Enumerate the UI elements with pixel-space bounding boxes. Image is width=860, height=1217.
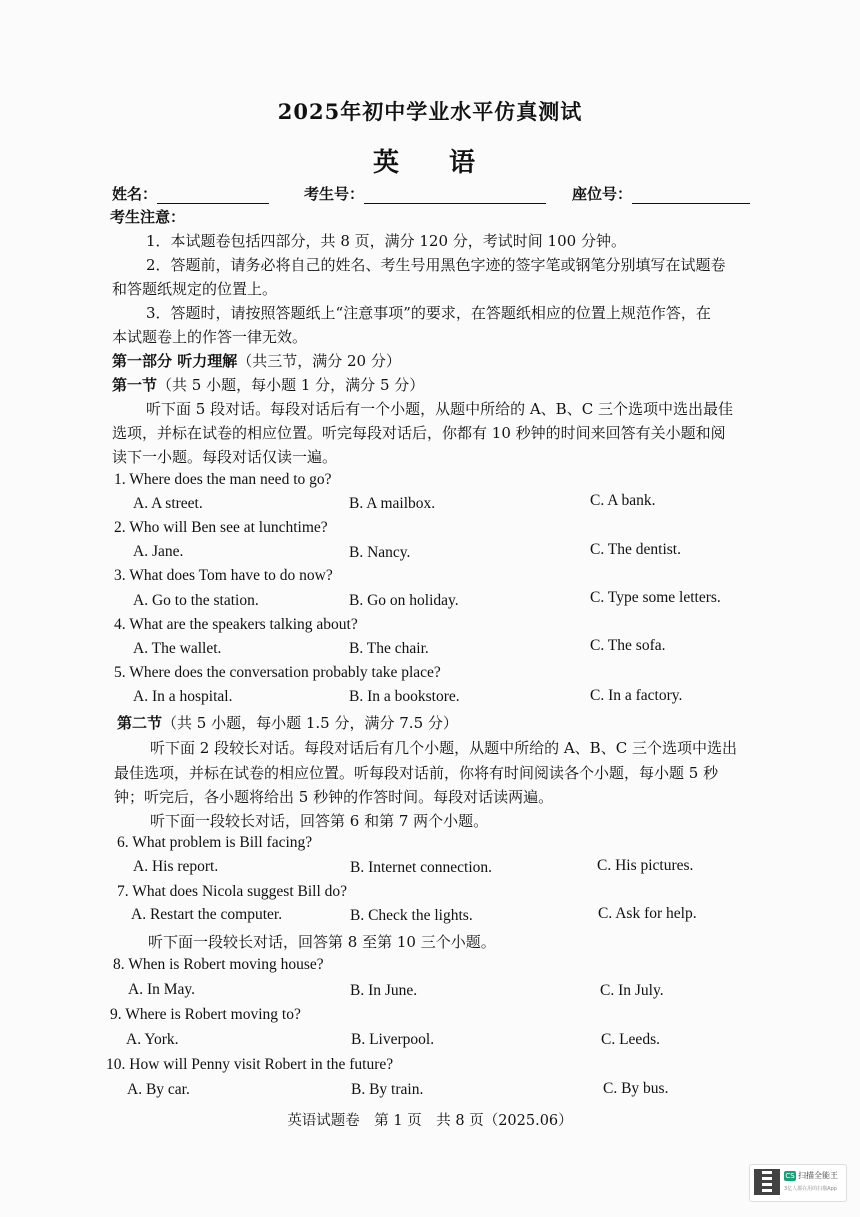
option-c: C. A bank. xyxy=(590,492,656,509)
notice-item-3-line1: 3．答题时，请按照答题纸上“注意事项”的要求，在答题纸相应的位置上规范作答，在 xyxy=(146,304,711,322)
option-c: C. The sofa. xyxy=(590,637,666,654)
section2-instructions-line2: 最佳选项，并标在试卷的相应位置。听每段对话前，你将有时间阅读各个小题，每小题 5 秒 xyxy=(114,764,719,782)
option-c: C. His pictures. xyxy=(597,857,694,874)
option-b: B. Check the lights. xyxy=(350,907,473,924)
section2-heading-title: 第二节 xyxy=(117,714,163,732)
section2-heading-detail: （共 5 小题，每小题 1.5 分，满分 7.5 分） xyxy=(162,714,458,732)
section1-instructions-line3: 读下一小题。每段对话仅读一遍。 xyxy=(112,448,338,466)
seat-field xyxy=(572,183,750,204)
section1-heading-detail: （共 5 小题，每小题 1 分，满分 5 分） xyxy=(157,376,425,394)
section1-instructions-line1: 听下面 5 段对话。每段对话后有一个小题，从题中所给的 A、B、C 三个选项中选出最佳 xyxy=(146,400,733,418)
option-a: A. Go to the station. xyxy=(133,592,259,609)
part1-heading-title: 第一部分 听力理解 xyxy=(112,352,238,370)
qr-code-icon xyxy=(754,1169,780,1195)
option-a: A. In a hospital. xyxy=(133,688,233,705)
notice-item-2-line2: 和答题纸规定的位置上。 xyxy=(112,280,278,298)
option-b: B. Liverpool. xyxy=(351,1031,435,1048)
camscanner-logo-icon: CS xyxy=(785,1172,795,1180)
name-blank xyxy=(157,189,269,204)
notice-heading: 考生注意： xyxy=(110,208,186,226)
option-c: C. By bus. xyxy=(603,1080,669,1097)
section2-heading xyxy=(117,712,458,733)
option-b: B. A mailbox. xyxy=(349,495,436,512)
option-c: C. The dentist. xyxy=(590,541,681,558)
section2-dialogue1-instruction: 听下面一段较长对话，回答第 6 和第 7 两个小题。 xyxy=(150,812,489,830)
scanner-watermark xyxy=(749,1164,847,1202)
question-4: 4. What are the speakers talking about? xyxy=(114,616,358,633)
name-field xyxy=(112,183,269,204)
section1-instructions-line2: 选项，并标在试卷的相应位置。听完每段对话后，你都有 10 秒钟的时间来回答有关小题和阅 xyxy=(112,424,726,442)
option-a: A. His report. xyxy=(133,858,219,875)
option-a: A. York. xyxy=(126,1031,179,1048)
option-c: C. Ask for help. xyxy=(598,905,697,922)
question-6: 6. What problem is Bill facing? xyxy=(117,834,313,851)
notice-item-3-line2: 本试题卷上的作答一律无效。 xyxy=(112,328,308,346)
exam-no-blank xyxy=(364,189,546,204)
question-10: 10. How will Penny visit Robert in the future? xyxy=(106,1056,394,1073)
section2-instructions-line3: 钟；听完后，各小题将给出 5 秒钟的作答时间。每段对话读两遍。 xyxy=(114,788,554,806)
option-c: C. In a factory. xyxy=(590,687,683,704)
page-footer: 英语试题卷 第 1 页 共 8 页（2025.06） xyxy=(287,1113,573,1129)
name-label: 姓名： xyxy=(112,185,158,203)
question-2: 2. Who will Ben see at lunchtime? xyxy=(114,519,328,536)
scanner-app-name: 扫描全能王 xyxy=(798,1171,838,1180)
subject-title: 英 语 xyxy=(372,148,487,178)
option-b: B. In June. xyxy=(350,982,418,999)
exam-no-label: 考生号： xyxy=(304,185,365,203)
option-a: A. Restart the computer. xyxy=(131,906,283,923)
option-a: A. By car. xyxy=(127,1081,190,1098)
option-a: A. In May. xyxy=(128,981,196,998)
question-9: 9. Where is Robert moving to? xyxy=(110,1006,301,1023)
option-b: B. By train. xyxy=(351,1081,424,1098)
part1-heading xyxy=(112,350,401,371)
exam-no-field xyxy=(304,183,546,204)
option-a: A. A street. xyxy=(133,495,203,512)
question-8: 8. When is Robert moving house? xyxy=(113,956,324,973)
section2-instructions-line1: 听下面 2 段较长对话。每段对话后有几个小题，从题中所给的 A、B、C 三个选项中选出 xyxy=(150,739,737,757)
option-b: B. Nancy. xyxy=(349,544,411,561)
section2-dialogue2-instruction: 听下面一段较长对话，回答第 8 至第 10 三个小题。 xyxy=(148,933,496,951)
option-b: B. Go on holiday. xyxy=(349,592,459,609)
seat-label: 座位号： xyxy=(572,185,633,203)
question-3: 3. What does Tom have to do now? xyxy=(114,567,333,584)
option-b: B. Internet connection. xyxy=(350,859,493,876)
option-b: B. The chair. xyxy=(349,640,429,657)
question-5: 5. Where does the conversation probably take place? xyxy=(114,664,441,681)
option-c: C. Leeds. xyxy=(601,1031,660,1048)
notice-item-2-line1: 2．答题前，请务必将自己的姓名、考生号用黑色字迹的签字笔或钢笔分别填写在试题卷 xyxy=(146,256,726,274)
notice-item-1: 1．本试题卷包括四部分，共 8 页，满分 120 分，考试时间 100 分钟。 xyxy=(146,232,626,250)
section1-heading xyxy=(112,374,424,395)
part1-heading-detail: （共三节，满分 20 分） xyxy=(237,352,401,370)
exam-title: 2025年初中学业水平仿真测试 xyxy=(277,99,583,124)
option-c: C. Type some letters. xyxy=(590,589,721,606)
section1-heading-title: 第一节 xyxy=(112,376,158,394)
option-c: C. In July. xyxy=(600,982,664,999)
scanner-tagline: 3亿人都在用的扫描App xyxy=(784,1186,837,1192)
option-a: A. The wallet. xyxy=(133,640,222,657)
question-7: 7. What does Nicola suggest Bill do? xyxy=(117,883,348,900)
seat-blank xyxy=(632,189,750,204)
option-a: A. Jane. xyxy=(133,543,184,560)
question-1: 1. Where does the man need to go? xyxy=(114,471,332,488)
option-b: B. In a bookstore. xyxy=(349,688,460,705)
